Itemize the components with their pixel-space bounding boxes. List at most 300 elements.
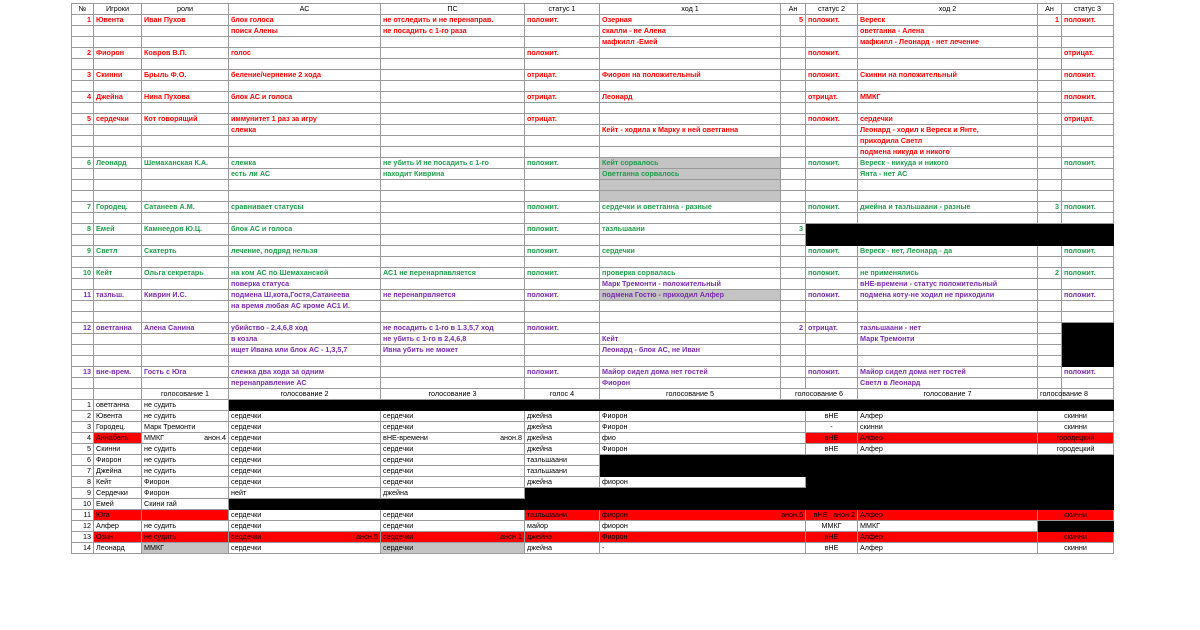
cell-player: [94, 81, 142, 92]
cell-status2: положит.: [806, 367, 858, 378]
cell-num: 4: [72, 92, 94, 103]
vote-player: оветганна: [94, 400, 142, 411]
cell-an2: [1038, 147, 1062, 158]
table-row: [72, 334, 1114, 345]
cell-ps: [381, 136, 525, 147]
cell-an2: [1038, 301, 1062, 312]
cell-as: поверка статуса: [229, 279, 381, 290]
cell-ps: [381, 301, 525, 312]
cell-status1: [525, 136, 600, 147]
vote-value: сердечки: [383, 455, 414, 465]
cell-status2: положит.: [806, 246, 858, 257]
vote-value: сердечки: [383, 422, 414, 432]
cell-status1: [525, 169, 600, 180]
vote-2: [229, 521, 381, 532]
cell-an2: [1038, 345, 1062, 356]
table-row: [72, 202, 1114, 213]
cell-move2: [858, 81, 1038, 92]
cell-ps: не отследить и не перенаправ.: [381, 15, 525, 26]
vote-value: вНЕ: [824, 444, 839, 454]
vote-player: Озин: [94, 532, 142, 543]
cell-player: [94, 26, 142, 37]
cell-status2: отрицат.: [806, 92, 858, 103]
anon-label: анон.2: [833, 510, 855, 520]
cell-num: [72, 147, 94, 158]
cell-num: 7: [72, 202, 94, 213]
cell-an1: 3: [781, 224, 806, 235]
cell-move1: [600, 81, 781, 92]
anon-label: анон.1: [500, 532, 522, 542]
table-row: [72, 92, 1114, 103]
cell-move2: [858, 257, 1038, 268]
cell-move1: проверка сорвалась: [600, 268, 781, 279]
vote-2: [229, 411, 381, 422]
cell-as: иммунитет 1 раз за игру: [229, 114, 381, 125]
cell-an1: [781, 378, 806, 389]
vote-player: Леонард: [94, 543, 142, 554]
vote-value: Фиорон: [602, 532, 628, 542]
cell-move2: Вереск - никуда и никого: [858, 158, 1038, 169]
cell-as: слежка: [229, 158, 381, 169]
cell-status1: положит.: [525, 224, 600, 235]
cell-status2: положит.: [806, 202, 858, 213]
vote-4: [525, 455, 600, 466]
vote-1: [142, 521, 229, 532]
header-as: АС: [229, 4, 381, 15]
cell-as: [229, 213, 381, 224]
vote-num: 3: [72, 422, 94, 433]
table-row: [72, 26, 1114, 37]
cell-status1: [525, 312, 600, 323]
cell-move2: Скинни на положительный: [858, 70, 1038, 81]
header-move2: ход 2: [858, 4, 1038, 15]
cell-move2: [858, 312, 1038, 323]
cell-as: [229, 180, 381, 191]
cell-player: [94, 279, 142, 290]
vote-value: -: [602, 543, 605, 553]
cell-an1: [781, 103, 806, 114]
cell-ps: [381, 114, 525, 125]
table-row: [72, 70, 1114, 81]
cell-role: [142, 180, 229, 191]
vote-5: [600, 510, 806, 521]
cell-role: Шемаханская К.А.: [142, 158, 229, 169]
cell-status2: [806, 301, 858, 312]
cell-move1: [600, 235, 781, 246]
cell-num: [72, 103, 94, 114]
cell-move2: Вереск: [858, 15, 1038, 26]
table-row: [72, 48, 1114, 59]
vote-value: ММКГ: [821, 521, 842, 531]
cell-num: [72, 235, 94, 246]
cell-role: [142, 378, 229, 389]
vote-1: [142, 466, 229, 477]
cell-an1: [781, 92, 806, 103]
table-row: [72, 246, 1114, 257]
cell-num: 1: [72, 15, 94, 26]
cell-player: [94, 147, 142, 158]
cell-status3: [1062, 81, 1114, 92]
table-row: [72, 191, 1114, 202]
cell-move1: [600, 323, 781, 334]
vote-1: [142, 411, 229, 422]
cell-an1: [781, 26, 806, 37]
vote-1: [142, 400, 229, 411]
cell-an1: [781, 301, 806, 312]
vote-row: [72, 532, 1114, 543]
cell-status2: [806, 279, 858, 290]
vote-7: [858, 499, 1038, 510]
header-role: роли: [142, 4, 229, 15]
cell-an2: [1038, 213, 1062, 224]
vote-value: Алфер: [860, 532, 883, 542]
vote-player: Скинни: [94, 444, 142, 455]
vote-value: джейна: [527, 543, 552, 553]
cell-an1: [781, 312, 806, 323]
cell-role: [142, 257, 229, 268]
cell-role: [142, 169, 229, 180]
cell-an2: [1038, 70, 1062, 81]
vote-3: [381, 411, 525, 422]
cell-num: 5: [72, 114, 94, 125]
cell-move1: тазльшаани: [600, 224, 781, 235]
cell-an2: 1: [1038, 15, 1062, 26]
cell-status3: [1062, 136, 1114, 147]
cell-player: Скинни: [94, 70, 142, 81]
cell-role: [142, 147, 229, 158]
vote-2: [229, 455, 381, 466]
cell-role: [142, 213, 229, 224]
cell-status3: [1062, 301, 1114, 312]
vote-value: вНЕ: [824, 411, 839, 421]
cell-an2: [1038, 356, 1062, 367]
cell-num: [72, 26, 94, 37]
table-row: [72, 103, 1114, 114]
cell-role: [142, 136, 229, 147]
vote-value: сердечки: [383, 543, 414, 553]
cell-as: слежка: [229, 125, 381, 136]
cell-role: [142, 26, 229, 37]
vote-row: [72, 477, 1114, 488]
vote-2: [229, 532, 381, 543]
cell-as: подмена Ш,кота,Гостя,Сатанеева: [229, 290, 381, 301]
header-ps: ПС: [381, 4, 525, 15]
vote-6: [806, 543, 858, 554]
cell-num: [72, 136, 94, 147]
cell-status3: отрицат.: [1062, 48, 1114, 59]
cell-status2: [806, 136, 858, 147]
vote-player: Аннабель: [94, 433, 142, 444]
vote-8: [1038, 444, 1114, 455]
vote-6: [806, 422, 858, 433]
cell-move2: [858, 235, 1038, 246]
vote-value: тазльшаани: [527, 455, 568, 465]
cell-move1: мафкилл -Емей: [600, 37, 781, 48]
cell-move2: мафкилл - Леонард - нет лечение: [858, 37, 1038, 48]
vote-8: [1038, 411, 1114, 422]
cell-ps: [381, 246, 525, 257]
vote-5: [600, 477, 806, 488]
cell-move1: [600, 301, 781, 312]
vote-4: [525, 510, 600, 521]
cell-move1: Фиорон на положительный: [600, 70, 781, 81]
cell-status1: положит.: [525, 290, 600, 301]
cell-an2: 3: [1038, 202, 1062, 213]
cell-move2: Майор сидел дома нет гостей: [858, 367, 1038, 378]
cell-status1: [525, 147, 600, 158]
vote-7: [858, 411, 1038, 422]
cell-an1: [781, 114, 806, 125]
cell-role: Иван Пухов: [142, 15, 229, 26]
cell-move1: Леонард - блок АС, не Иван: [600, 345, 781, 356]
cell-player: [94, 356, 142, 367]
cell-move2: Светл в Леонард: [858, 378, 1038, 389]
cell-an2: [1038, 323, 1062, 334]
cell-move2: подмена коту-не ходил не приходили: [858, 290, 1038, 301]
vote-value: вНЕ: [813, 510, 828, 520]
cell-ps: [381, 92, 525, 103]
table-row: [72, 180, 1114, 191]
vote-3: [381, 444, 525, 455]
vote-value: фиорон: [602, 521, 628, 531]
vote-4: [525, 400, 600, 411]
vote-value: сердечки: [231, 543, 262, 553]
cell-as: [229, 136, 381, 147]
cell-an1: [781, 81, 806, 92]
cell-move2: вНЕ-времени - статус положительный: [858, 279, 1038, 290]
header-an2: Ан: [1038, 4, 1062, 15]
cell-move2: тазльшаани - нет: [858, 323, 1038, 334]
cell-role: Скатерть: [142, 246, 229, 257]
vote-2: [229, 444, 381, 455]
vote-5: [600, 422, 806, 433]
cell-player: Емей: [94, 224, 142, 235]
vote-player: Алфер: [94, 521, 142, 532]
vote-5: [600, 499, 806, 510]
anon-label: анон.6: [781, 510, 803, 520]
cell-num: [72, 213, 94, 224]
cell-an2: [1038, 158, 1062, 169]
vote-value: Фиорон: [144, 477, 170, 487]
vote-num: 1: [72, 400, 94, 411]
cell-ps: находит Киврина: [381, 169, 525, 180]
vote-value: сердечки: [231, 510, 262, 520]
cell-status2: [806, 378, 858, 389]
vote-header-4: голос 4: [525, 389, 600, 400]
cell-role: Алена Санина: [142, 323, 229, 334]
cell-num: [72, 191, 94, 202]
table-row: [72, 356, 1114, 367]
cell-status1: [525, 26, 600, 37]
cell-player: [94, 257, 142, 268]
vote-3: [381, 499, 525, 510]
cell-move1: [600, 191, 781, 202]
cell-an1: 5: [781, 15, 806, 26]
cell-role: Гость с Юга: [142, 367, 229, 378]
cell-role: [142, 279, 229, 290]
cell-as: [229, 235, 381, 246]
cell-status3: [1062, 312, 1114, 323]
vote-value: сердечки: [231, 400, 262, 410]
vote-value: вНЕ: [824, 543, 839, 553]
cell-ps: [381, 81, 525, 92]
vote-3: [381, 455, 525, 466]
vote-3: [381, 510, 525, 521]
cell-move1: [600, 114, 781, 125]
vote-3: [381, 532, 525, 543]
cell-as: [229, 59, 381, 70]
table-row: [72, 147, 1114, 158]
vote-8: [1038, 433, 1114, 444]
cell-player: [94, 180, 142, 191]
vote-4: [525, 466, 600, 477]
vote-8: [1038, 543, 1114, 554]
vote-player: Фиорон: [94, 455, 142, 466]
vote-1: [142, 499, 229, 510]
cell-ps: [381, 213, 525, 224]
vote-value: Фиорон: [602, 411, 628, 421]
cell-status3: положит.: [1062, 202, 1114, 213]
table-row: [72, 301, 1114, 312]
cell-status1: положит.: [525, 367, 600, 378]
cell-move1: Кейт сорвалось: [600, 158, 781, 169]
cell-move1: сердечки и оветганна - разные: [600, 202, 781, 213]
vote-1: [142, 422, 229, 433]
cell-role: [142, 345, 229, 356]
vote-num: 10: [72, 499, 94, 510]
cell-ps: [381, 59, 525, 70]
vote-3: [381, 477, 525, 488]
vote-6: [806, 455, 858, 466]
cell-an1: [781, 70, 806, 81]
cell-player: Ювента: [94, 15, 142, 26]
vote-7: [858, 433, 1038, 444]
cell-move1: [600, 48, 781, 59]
cell-status2: [806, 26, 858, 37]
cell-num: 3: [72, 70, 94, 81]
cell-an1: [781, 147, 806, 158]
vote-value: ММКГ: [144, 433, 165, 443]
vote-6: [806, 400, 858, 411]
cell-status1: [525, 334, 600, 345]
cell-status2: отрицат.: [806, 323, 858, 334]
cell-status3: положит.: [1062, 15, 1114, 26]
vote-3: [381, 488, 525, 499]
cell-ps: [381, 191, 525, 202]
vote-value: джейна: [527, 532, 552, 542]
vote-3: [381, 543, 525, 554]
cell-an1: [781, 191, 806, 202]
cell-an1: [781, 202, 806, 213]
cell-ps: [381, 180, 525, 191]
cell-player: Кейт: [94, 268, 142, 279]
vote-8: [1038, 455, 1114, 466]
vote-player: Юга: [94, 510, 142, 521]
cell-role: [142, 125, 229, 136]
cell-num: [72, 345, 94, 356]
cell-role: Камнеедов Ю.Ц.: [142, 224, 229, 235]
cell-an2: [1038, 235, 1062, 246]
vote-row: [72, 543, 1114, 554]
cell-move1: [600, 180, 781, 191]
cell-player: [94, 301, 142, 312]
vote-8: [1038, 466, 1114, 477]
vote-num: 8: [72, 477, 94, 488]
cell-status3: [1062, 191, 1114, 202]
header-status1: статус 1: [525, 4, 600, 15]
vote-7: [858, 422, 1038, 433]
vote-value: тазльшаани: [527, 466, 568, 476]
vote-value: Скини гай: [144, 499, 177, 509]
vote-5: [600, 455, 806, 466]
cell-move1: [600, 257, 781, 268]
cell-move2: [858, 356, 1038, 367]
cell-move2: Янта - нет АС: [858, 169, 1038, 180]
cell-move2: ММКГ: [858, 92, 1038, 103]
cell-as: голос: [229, 48, 381, 59]
table-row: [72, 125, 1114, 136]
cell-move1: сердечки: [600, 246, 781, 257]
cell-player: [94, 334, 142, 345]
cell-num: 2: [72, 48, 94, 59]
cell-player: [94, 103, 142, 114]
cell-ps: не посадить с 1-го раза: [381, 26, 525, 37]
cell-status3: [1062, 257, 1114, 268]
cell-move1: [600, 147, 781, 158]
vote-player: Кейт: [94, 477, 142, 488]
cell-status3: положит.: [1062, 158, 1114, 169]
cell-an2: [1038, 26, 1062, 37]
vote-6: [806, 488, 858, 499]
cell-ps: [381, 70, 525, 81]
cell-player: [94, 378, 142, 389]
vote-5: [600, 433, 806, 444]
vote-num: 4: [72, 433, 94, 444]
cell-num: [72, 180, 94, 191]
cell-an1: [781, 213, 806, 224]
vote-7: [858, 400, 1038, 411]
cell-player: [94, 213, 142, 224]
vote-2: [229, 543, 381, 554]
cell-num: [72, 169, 94, 180]
cell-as: на ком АС по Шемаханской: [229, 268, 381, 279]
vote-value: не судить: [144, 521, 177, 531]
vote-6: [806, 466, 858, 477]
cell-move2: не применялись: [858, 268, 1038, 279]
vote-header-3: голосование 3: [381, 389, 525, 400]
table-row: [72, 323, 1114, 334]
cell-as: ищет Ивана или блок АС - 1,3,5,7: [229, 345, 381, 356]
vote-8: [1038, 488, 1114, 499]
table-row: [72, 136, 1114, 147]
table-row: [72, 279, 1114, 290]
cell-an1: [781, 367, 806, 378]
cell-move2: джейна и тазльшаани - разные: [858, 202, 1038, 213]
cell-status1: [525, 235, 600, 246]
cell-ps: не посадить с 1-го в 1.3,5,7 ход: [381, 323, 525, 334]
cell-status1: [525, 213, 600, 224]
vote-value: фио: [602, 433, 616, 443]
cell-ps: [381, 356, 525, 367]
vote-5: [600, 411, 806, 422]
vote-value: сердечки: [231, 411, 262, 421]
cell-as: сравнивает статусы: [229, 202, 381, 213]
vote-7: [858, 543, 1038, 554]
cell-player: [94, 169, 142, 180]
vote-8: [1038, 477, 1114, 488]
vote-value: ММКГ: [144, 543, 165, 553]
anon-label: анон.8: [500, 433, 522, 443]
